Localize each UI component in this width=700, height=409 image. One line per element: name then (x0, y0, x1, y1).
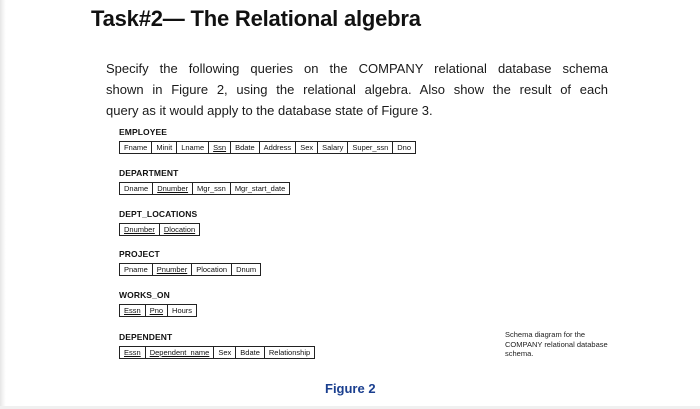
attribute-cell: Address (260, 142, 297, 153)
relation-dependent (119, 346, 315, 359)
description-line-2: shown in Figure 2, using the relational algebra. Also show the result of each (106, 82, 608, 97)
attribute-cell: Pname (120, 264, 153, 275)
attribute-cell: Pnumber (153, 264, 192, 275)
relation-department (119, 182, 290, 195)
relation-project (119, 263, 261, 276)
attribute-cell: Bdate (231, 142, 260, 153)
description-line-3: query as it would apply to the database state of Figure 3. (106, 103, 433, 118)
relation-works-on (119, 304, 197, 317)
relation-name-project: PROJECT (119, 249, 160, 259)
attribute-cell: Ssn (209, 142, 231, 153)
attribute-cell: Dno (397, 143, 412, 152)
relation-name-employee: EMPLOYEE (119, 127, 168, 137)
relation-employee (119, 141, 416, 154)
schema-caption: Schema diagram for the COMPANY relational database schema. (505, 330, 608, 358)
attribute-cell: Plocation (192, 264, 232, 275)
relation-dept-locations (119, 223, 200, 236)
attribute-cell: Mgr_start_date (234, 184, 286, 193)
attribute-cell: Dnumber (153, 183, 193, 194)
relation-name-department: DEPARTMENT (119, 168, 179, 178)
description-line-1: Specify the following queries on the COMPANY relational database schema (106, 61, 608, 76)
attribute-cell: Essn (120, 347, 146, 358)
attribute-cell: Salary (318, 142, 348, 153)
task-description (106, 58, 608, 121)
attribute-cell: Mgr_ssn (193, 183, 231, 194)
attribute-cell: Dname (120, 183, 153, 194)
attribute-cell: Dnumber (120, 224, 160, 235)
attribute-cell: Minit (152, 142, 177, 153)
page-edge-shadow (0, 0, 6, 409)
figure-label: Figure 2 (325, 381, 376, 396)
attribute-cell: Sex (296, 142, 318, 153)
relation-name-works-on: WORKS_ON (119, 290, 170, 300)
attribute-cell: Dnum (236, 265, 257, 274)
attribute-cell: Fname (120, 142, 152, 153)
attribute-cell: Dlocation (163, 225, 196, 234)
attribute-cell: Lname (177, 142, 209, 153)
relation-name-dept-locations: DEPT_LOCATIONS (119, 209, 198, 219)
attribute-cell: Super_ssn (348, 142, 393, 153)
task-title: Task#2— The Relational algebra (91, 6, 421, 31)
attribute-cell: Hours (172, 306, 193, 315)
attribute-cell: Dependent_name (146, 347, 215, 358)
relation-name-dependent: DEPENDENT (119, 332, 173, 342)
attribute-cell: Pno (146, 305, 168, 316)
attribute-cell: Sex (214, 347, 236, 358)
attribute-cell: Essn (120, 305, 146, 316)
attribute-cell: Bdate (236, 347, 265, 358)
attribute-cell: Relationship (268, 348, 311, 357)
